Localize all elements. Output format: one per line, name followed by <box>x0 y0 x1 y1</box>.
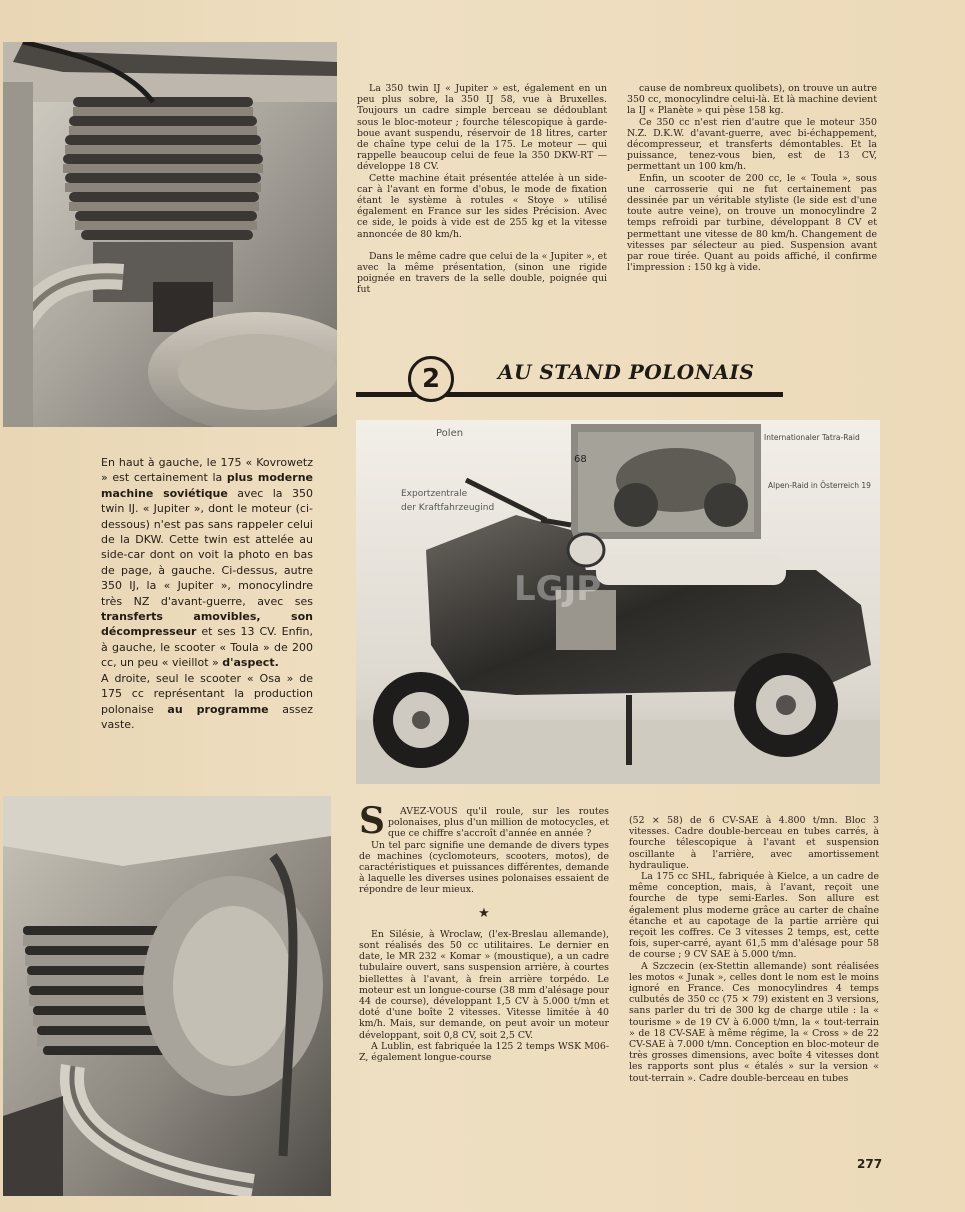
page-number: 277 <box>857 1157 883 1171</box>
engine-photo-bottom <box>3 796 331 1196</box>
paragraph: Cette machine était présentée attelée à un side-car à l'avant en forme d'obus, le mode de fixation étant le système à rotules « Stoye » utilisé également en France sur les sides Précision. Avec ce side, le poids à vide est de 255 kg et la vitesse annoncée de 80 km/h. <box>357 172 607 240</box>
section-title: AU STAND POLONAIS <box>498 360 755 384</box>
paragraph: La 350 twin IJ « Jupiter » est, également en un peu plus sobre, la 350 IJ 58, vue à Bruxelles. Toujours un cadre simple berceau se dédoublant sous le bloc-moteur ; fourche télescopique à garde-boue avant suspendu, réservoir de 18 litres, carter de chaîne type celui de la 175. Le moteur — qui rappelle beaucoup celui de feue la 350 DKW-RT — développe 18 CV. <box>357 83 607 173</box>
caption-paragraph: En haut à gauche, le 175 « Kovrowetz » est certainement la plus moderne machine soviétique avec la 350 twin IJ. « Jupiter », dont le moteur (ci-dessous) n'est pas sans rappeler celui de la DKW. Cette twin est attelée au side-car dont on voit la photo en bas de page, à gauche. Ci-dessus, autre 350 IJ, la « Jupiter », monocylindre très NZ d'avant-guerre, avec ses transferts amovibles, son décompresseur et ses 13 CV. Enfin, à gauche, le scooter « Toula » de 200 cc, un peu « vieillot » d'aspect. <box>101 456 313 670</box>
sign-org-line1: Exportzentrale <box>401 489 468 499</box>
paragraph: cause de nombreux quolibets), on trouve un autre 350 cc, monocylindre celui-là. Et là machine devient la IJ « Planète » qui pèse 158 kg. <box>627 83 877 117</box>
paragraph: A Lublin, est fabriquée la 125 2 temps WSK M06-Z, également longue-course <box>359 1040 609 1064</box>
text-column-top-left <box>357 83 607 296</box>
paragraph: Ce 350 cc n'est rien d'autre que le moteur 350 N.Z. D.K.W. d'avant-guerre, avec bi-échappement, décompresseur, et transferts démontables. Et la puissance, tenez-vous bien, est de 13 CV, permettant un 100 km/h. <box>627 116 877 173</box>
text-column-bottom-left <box>359 800 609 1064</box>
section-number: 2 <box>408 356 454 402</box>
scooter-photo <box>356 420 880 784</box>
text-column-bottom-right <box>629 815 879 1084</box>
poster-number: 68 <box>574 454 587 465</box>
sign-org-line2: der Kraftfahrzeugind <box>401 503 495 513</box>
paragraph: En Silésie, à Wroclaw, (l'ex-Breslau allemande), sont réalisés des 50 cc utilitaires. Le dernier en date, le MR 232 « Komar » (moustique), a un cadre tubulaire ouvert, sans suspension arrière, à courtes biellettes à l'avant, à frein arrière torpédo. Le moteur est un longue-course (38 mm d'alésage pour 44 de course), développant 1,5 CV à 5.000 t/mn et doté d'une boîte 2 vitesses. Vitesse limitée à 40 km/h. Mais, sur demande, on peut avoir un moteur développant, soit 0,8 CV, soit 2,5 CV. <box>359 928 609 1041</box>
paragraph: Un tel parc signifie une demande de divers types de machines (cyclomoteurs, scooters, motos), de caractéristiques et puissances différentes, demande à laquelle les diverses usines polonaises essaient de répondre de leur mieux. <box>359 839 609 896</box>
paragraph: La 175 cc SHL, fabriquée à Kielce, a un cadre de même conception, mais, à l'avant, reçoit une fourche de type semi-Earles. Son allure est également plus moderne grâce au carter de chaîne étanche et au capotage de la partie arrière qui reçoit les coffres. Ce 3 vitesses 2 temps, est, cette fois, super-carré, ayant 61,5 mm d'alésage pour 58 de course ; 9 CV SAE à 5.000 t/mn. <box>629 871 879 961</box>
engine-photo-top <box>3 42 337 427</box>
intro-paragraph: S AVEZ-VOUS qu'il roule, sur les routes polonaises, plus d'un million de motocycles, et que ce chiffre s'accroît d'année en année ? <box>359 800 609 842</box>
sign-country: Polen <box>436 428 464 439</box>
watermark: LGJP <box>514 569 602 609</box>
poster-subtitle: Alpen-Raid in Österreich 19 <box>768 481 871 490</box>
text-column-top-right <box>627 83 877 273</box>
section-separator-star: ★ <box>478 905 490 921</box>
paragraph: Enfin, un scooter de 200 cc, le « Toula », sous une carrosserie qui ne fut certainement pas dessinée par un véritable styliste (le side est d'une toute autre veine), on trouve un monocylindre 2 temps refroidi par turbine, développant 8 CV et permettant une vitesse de 80 km/h. Changement de vitesses par sélecteur au pied. Suspension avant par roue tirée. Quant au poids affiché, il confirme l'impression : 150 kg à vide. <box>627 172 877 274</box>
paragraph: (52 × 58) de 6 CV-SAE à 4.800 t/mn. Bloc 3 vitesses. Cadre double-berceau en tubes carrés, à fourche télescopique à l'avant et suspension oscillante à l'arrière, avec amortissement hydraulique. <box>629 815 879 871</box>
caption-paragraph: A droite, seul le scooter « Osa » de 175 cc représentant la production polonaise au programme assez vaste. <box>101 671 314 731</box>
photo-caption <box>101 455 313 732</box>
section-heading <box>356 356 783 401</box>
paragraph: A Szczecin (ex-Stettin allemande) sont réalisées les motos « Junak », celles dont le nom est le moins ignoré en France. Ces monocylindres 4 temps culbutés de 350 cc (75 × 79) existent en 3 versions, sans parler du tri de 300 kg de charge utile : la « tourisme » de 19 CV à 6.000 t/mn, la « tout-terrain » de 18 CV-SAE à même régime, la « Cross » de 22 CV-SAE à 7.000 t/mn. Conception en bloc-moteur de très grosses dimensions, avec boîte 4 vitesses dont les rapports sont plus « étalés » sur la version « tout-terrain ». Cadre double-berceau en tubes <box>629 960 879 1084</box>
drop-cap: S <box>359 800 385 842</box>
poster-title: Internationaler Tatra-Raid <box>764 433 860 442</box>
paragraph: Dans le même cadre que celui de la « Jupiter », et avec la même présentation, (sinon une rigide poignée en travers de la selle double, poignée qui fut <box>357 250 607 296</box>
